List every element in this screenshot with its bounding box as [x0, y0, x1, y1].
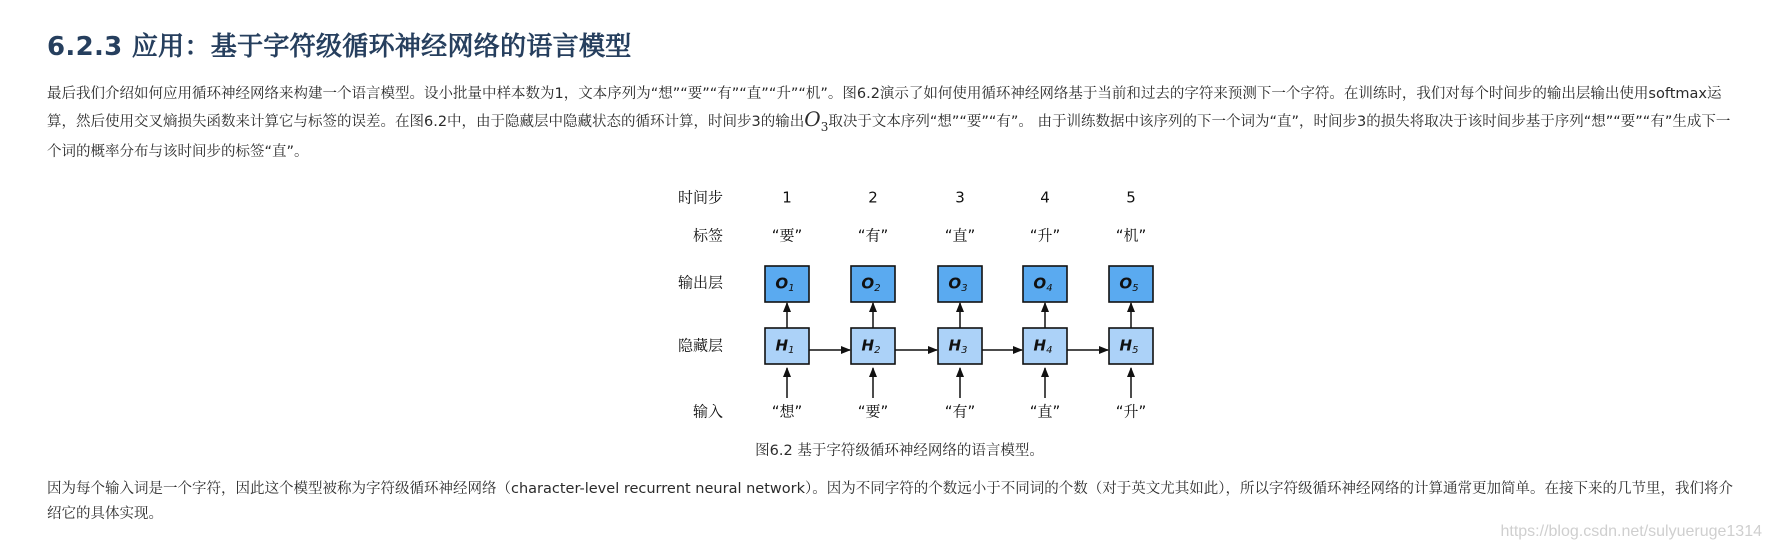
input-char: “直” — [1029, 402, 1061, 421]
hidden-node-label: $H_4$ — [1033, 336, 1053, 356]
hidden-node-label: $H_5$ — [1119, 336, 1139, 356]
row-label-hidden-layer: 隐藏层 — [677, 336, 723, 355]
o3-base: O — [804, 107, 821, 131]
rnn-diagram — [660, 182, 1160, 422]
time-step-number: 4 — [1040, 188, 1050, 207]
hidden-node-subscript: 3 — [961, 345, 968, 356]
time-step-number: 1 — [782, 188, 792, 207]
intro-line-3: 个词的概率分布与该时间步的标签“直”。 — [47, 144, 309, 160]
intro-line-2 — [47, 107, 1759, 140]
watermark-url: https://blog.csdn.net/sulyueruge1314 — [1500, 523, 1762, 540]
intro-line-1: 最后我们介绍如何应用循环神经网络来构建一个语言模型。设小批量中样本数为1，文本序列为“想”“要”“有”“直”“升”“机”。图6.2演示了如何使用循环神经网络基于当前和过去的字符来预测下一个字符。在训练时，我们对每个时间步的输出层输出使用softmax运 — [47, 86, 1722, 102]
hidden-node-subscript: 2 — [874, 345, 881, 356]
output-node-subscript: 1 — [788, 283, 795, 294]
output-node-subscript: 4 — [1046, 283, 1053, 294]
figure-caption: 图6.2 基于字符级循环神经网络的语言模型。 — [755, 443, 1044, 459]
time-step-number: 5 — [1126, 188, 1136, 207]
time-step-number: 3 — [955, 188, 965, 207]
target-label: “直” — [944, 226, 976, 245]
row-label-output-layer: 输出层 — [677, 273, 723, 292]
row-label-label: 标签 — [692, 226, 723, 245]
output-node-label: $O_2$ — [861, 274, 881, 294]
hidden-node-label: $H_2$ — [861, 336, 881, 356]
input-char: “要” — [857, 402, 889, 421]
output-node-label: $O_4$ — [1033, 274, 1053, 294]
target-label: “有” — [857, 226, 889, 245]
output-o3-symbol — [804, 107, 829, 134]
output-node-subscript: 5 — [1132, 283, 1139, 294]
closing-line-1: 因为每个输入词是一个字符，因此这个模型被称为字符级循环神经网络（character-level recurrent neural network）。因为不同字符的个数远小于不同词的个数（对于英文尤其如此），所以字符级循环神经网络的计算通常更加简单。在接下来的几节里，我们将介 — [47, 481, 1733, 497]
row-label-time-step: 时间步 — [677, 188, 723, 207]
closing-paragraph — [47, 477, 1759, 527]
intro-line-2-start: 算，然后使用交叉熵损失函数来计算它与标签的误差。在图6.2中，由于隐藏层中隐藏状态的循环计算，时间步3的输出 — [47, 114, 805, 130]
output-node-label: $O_1$ — [775, 274, 795, 294]
output-node-label: $O_5$ — [1119, 274, 1139, 294]
output-node-subscript: 2 — [874, 283, 881, 294]
row-label-input: 输入 — [692, 402, 723, 421]
hidden-node-label: $H_1$ — [775, 336, 795, 356]
intro-line-2-end: 取决于文本序列“想”“要”“有”。 由于训练数据中该序列的下一个词为“直”，时间步3的损失将取决于该时间步基于序列“想”“要”“有”生成下一 — [828, 114, 1731, 130]
row-labels — [678, 189, 723, 421]
target-label: “机” — [1115, 226, 1147, 245]
o3-subscript: 3 — [820, 120, 829, 134]
closing-line-2: 绍它的具体实现。 — [47, 506, 163, 522]
hidden-node-subscript: 5 — [1132, 345, 1139, 356]
input-char: “想” — [771, 402, 803, 421]
input-char: “升” — [1115, 402, 1147, 421]
output-node-subscript: 3 — [961, 283, 968, 294]
target-label: “要” — [771, 226, 803, 245]
intro-paragraph — [47, 82, 1759, 165]
time-step-columns — [765, 189, 1153, 421]
hidden-node-subscript: 1 — [788, 345, 795, 356]
target-label: “升” — [1029, 226, 1061, 245]
output-node-label: $O_3$ — [948, 274, 968, 294]
hidden-node-subscript: 4 — [1046, 345, 1053, 356]
input-char: “有” — [944, 402, 976, 421]
hidden-node-label: $H_3$ — [948, 336, 968, 356]
section-heading: 6.2.3 应用：基于字符级循环神经网络的语言模型 — [47, 32, 632, 62]
time-step-number: 2 — [868, 188, 878, 207]
